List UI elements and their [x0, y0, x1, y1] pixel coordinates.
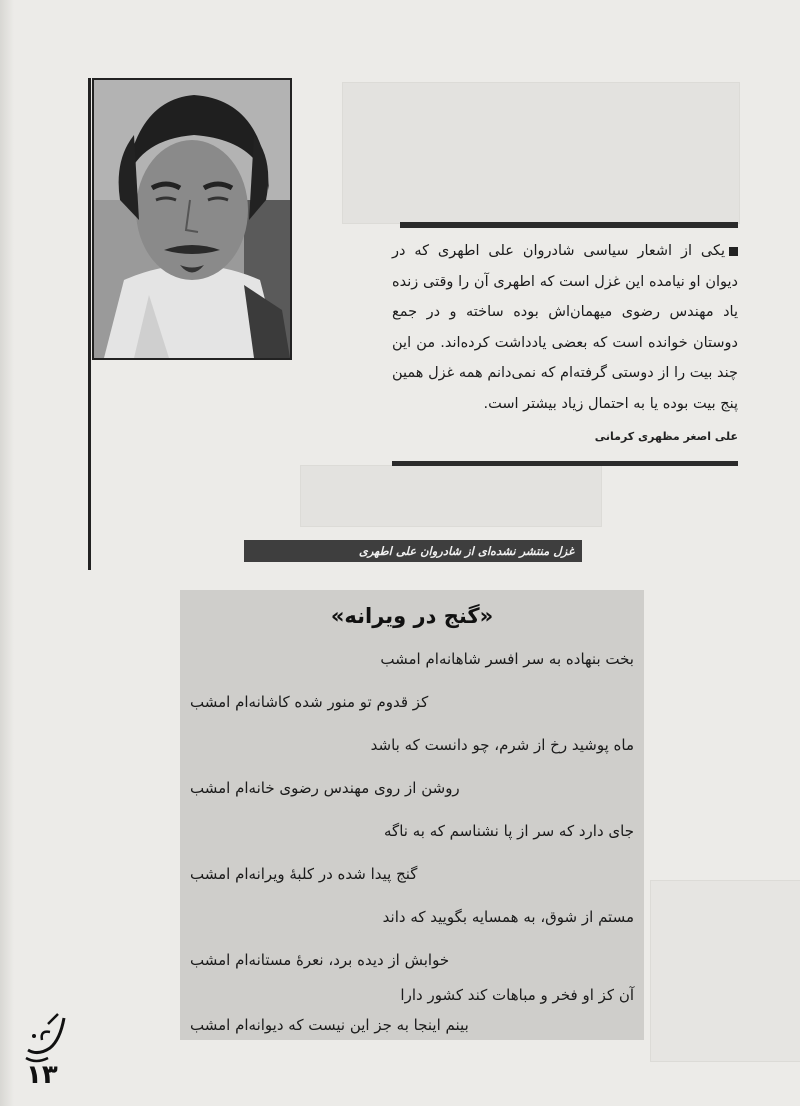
poem-verse: کز قدوم تو منور شده کاشانه‌ام امشب — [190, 693, 429, 711]
portrait-illustration — [94, 80, 290, 358]
page-number: ۱۳ — [26, 1060, 58, 1090]
poem-box — [180, 590, 644, 1040]
poem-verse: بینم اینجا به جز این نیست که دیوانه‌ام امشب — [190, 1016, 469, 1034]
intro-paragraph — [392, 236, 738, 419]
poem-verse: گنج پیدا شده در کلبهٔ ویرانه‌ام امشب — [190, 865, 418, 883]
poem-verse: آن کز او فخر و مباهات کند کشور دارا — [400, 986, 634, 1004]
poem-caption-bar: غزل منتشر نشده‌ای از شادروان علی اطهری — [244, 540, 582, 562]
faint-background-print-bottom — [650, 880, 800, 1062]
poem-verse: روشن از روی مهندس رضوی خانه‌ام امشب — [190, 779, 460, 797]
kerman-calligraphy-logo — [20, 1010, 70, 1066]
poem-verse: بخت بنهاده به سر افسر شاهانه‌ام امشب — [380, 650, 634, 668]
intro-author: علی اصغر مظهری کرمانی — [594, 430, 738, 443]
page-edge — [0, 0, 14, 1106]
poem-verse: ماه پوشید رخ از شرم، چو دانست که باشد — [370, 736, 634, 754]
faint-background-print-middle — [300, 465, 602, 527]
intro-top-rule — [400, 222, 738, 228]
faint-background-print-top — [342, 82, 740, 224]
author-portrait-photo — [92, 78, 292, 360]
square-bullet-icon — [729, 247, 738, 256]
left-vertical-rule — [88, 78, 91, 570]
kerman-logo — [20, 1010, 70, 1066]
poem-verse: خوابش از دیده برد، نعرهٔ مستانه‌ام امشب — [190, 951, 450, 969]
intro-text: یکی از اشعار سیاسی شادروان علی اطهری که در دیوان او نیامده این غزل است که اطهری آن را وقتی زنده یاد مهندس رضوی میهمان‌اش بوده ساخته و در جمع دوستان خوانده است که بعضی یادداشت کرده‌اند. من این چند بیت را از دوستی گرفته‌ام که نمی‌دانم همه غزل همین پنج بیت بوده یا به احتمال زیاد بیشتر است. — [392, 243, 738, 412]
intro-bottom-rule — [392, 461, 738, 466]
poem-verse: مستم از شوق، به همسایه بگویید که داند — [382, 908, 634, 926]
poem-title: «گنج در ویرانه» — [330, 604, 494, 628]
poem-verse: جای دارد که سر از پا نشناسم که به ناگه — [384, 822, 634, 840]
